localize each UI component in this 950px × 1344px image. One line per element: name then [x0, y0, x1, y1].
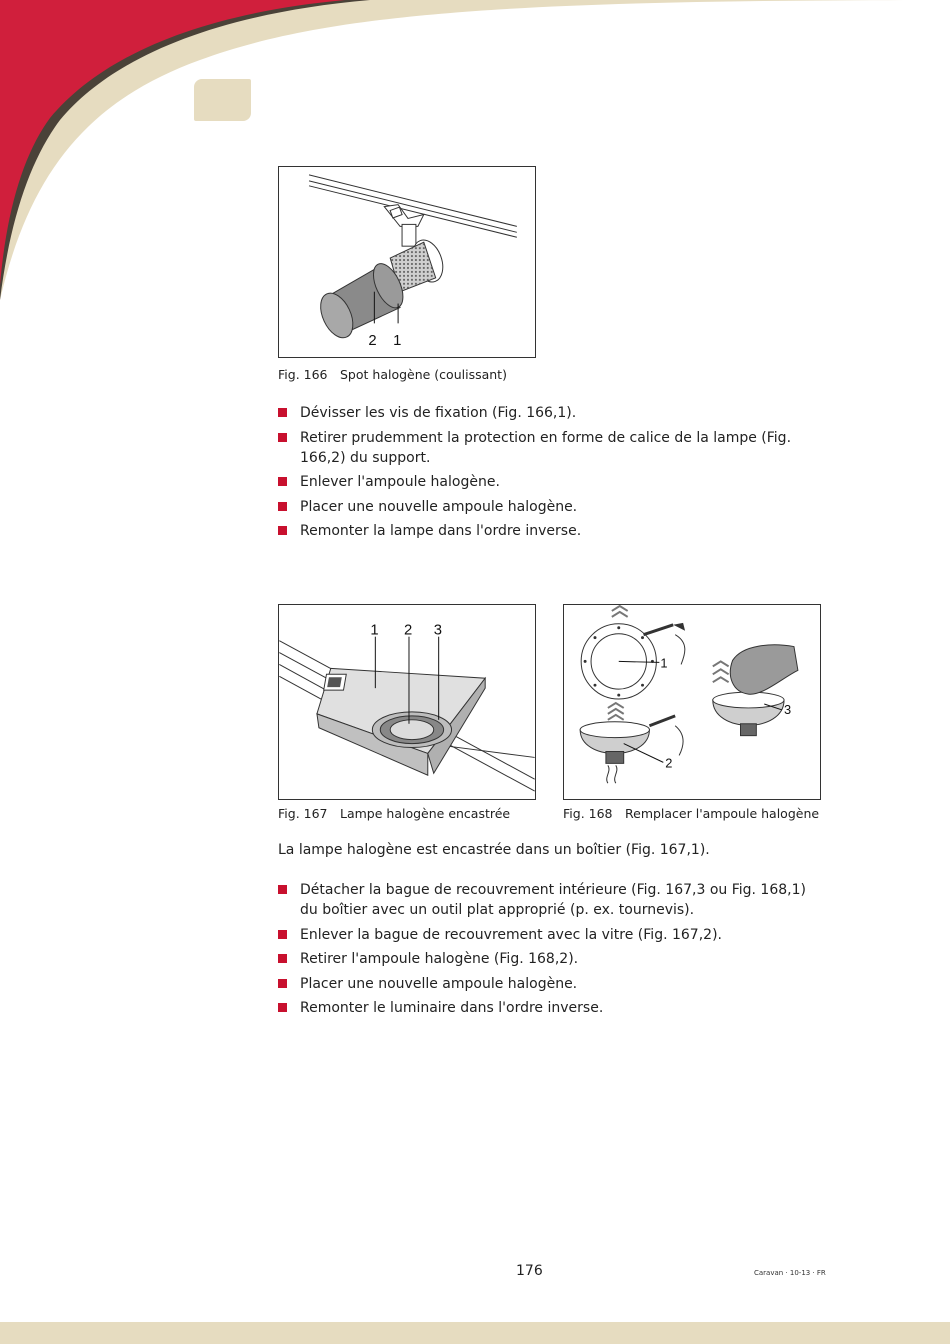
document-id: Caravan · 10-13 · FR [754, 1269, 826, 1277]
list-item: Détacher la bague de recouvrement intérieure (Fig. 167,3 ou Fig. 168,1) du boîtier avec un outil plat approprié (p. ex. tournevis). [278, 880, 823, 920]
figure-number: Fig. 167 [278, 806, 328, 821]
list-item: Remonter le luminaire dans l'ordre inverse. [278, 998, 823, 1018]
bullet-square-icon [278, 408, 287, 417]
figure-167-illustration [278, 604, 536, 800]
fig168-callout-1: 1 [660, 655, 668, 671]
list-item: Retirer l'ampoule halogène (Fig. 168,2). [278, 949, 823, 969]
list-item: Dévisser les vis de fixation (Fig. 166,1). [278, 403, 823, 423]
chapter-tab [194, 79, 251, 121]
figure-166-illustration [278, 166, 536, 358]
bullet-square-icon [278, 526, 287, 535]
list-item: Placer une nouvelle ampoule halogène. [278, 497, 823, 517]
bullet-square-icon [278, 502, 287, 511]
bullet-square-icon [278, 477, 287, 486]
figure-number: Fig. 168 [563, 806, 613, 821]
fig166-callout-2: 2 [368, 333, 377, 350]
fig166-callout-1: 1 [393, 333, 402, 350]
bullet-square-icon [278, 433, 287, 442]
bullet-square-icon [278, 885, 287, 894]
footer-band [0, 1322, 950, 1344]
figure-title: Remplacer l'ampoule halogène [625, 806, 820, 821]
intro-paragraph: La lampe halogène est encastrée dans un boîtier (Fig. 167,1). [278, 842, 710, 858]
figure-166-caption [278, 367, 507, 382]
figure-168-illustration [563, 604, 821, 800]
bullet-square-icon [278, 930, 287, 939]
list-item: Retirer prudemment la protection en forme de calice de la lampe (Fig. 166,2) du support. [278, 428, 823, 468]
fig167-callout-1: 1 [370, 622, 379, 639]
page-number: 176 [516, 1263, 543, 1279]
section2-step-list [278, 880, 823, 1023]
bullet-square-icon [278, 1003, 287, 1012]
figure-167-caption [278, 806, 510, 821]
list-item: Placer une nouvelle ampoule halogène. [278, 974, 823, 994]
section1-step-list [278, 403, 823, 546]
figure-title: Lampe halogène encastrée [340, 806, 511, 821]
fig167-callout-2: 2 [404, 622, 413, 639]
bullet-square-icon [278, 954, 287, 963]
list-item: Enlever la bague de recouvrement avec la vitre (Fig. 167,2). [278, 925, 823, 945]
fig168-callout-3: 3 [784, 701, 792, 717]
bullet-square-icon [278, 979, 287, 988]
list-item: Enlever l'ampoule halogène. [278, 472, 823, 492]
figure-168-caption [563, 806, 819, 821]
list-item: Remonter la lampe dans l'ordre inverse. [278, 521, 823, 541]
figure-title: Spot halogène (coulissant) [340, 367, 507, 382]
fig167-callout-3: 3 [433, 622, 442, 639]
fig168-callout-2: 2 [665, 755, 673, 771]
figure-number: Fig. 166 [278, 367, 328, 382]
